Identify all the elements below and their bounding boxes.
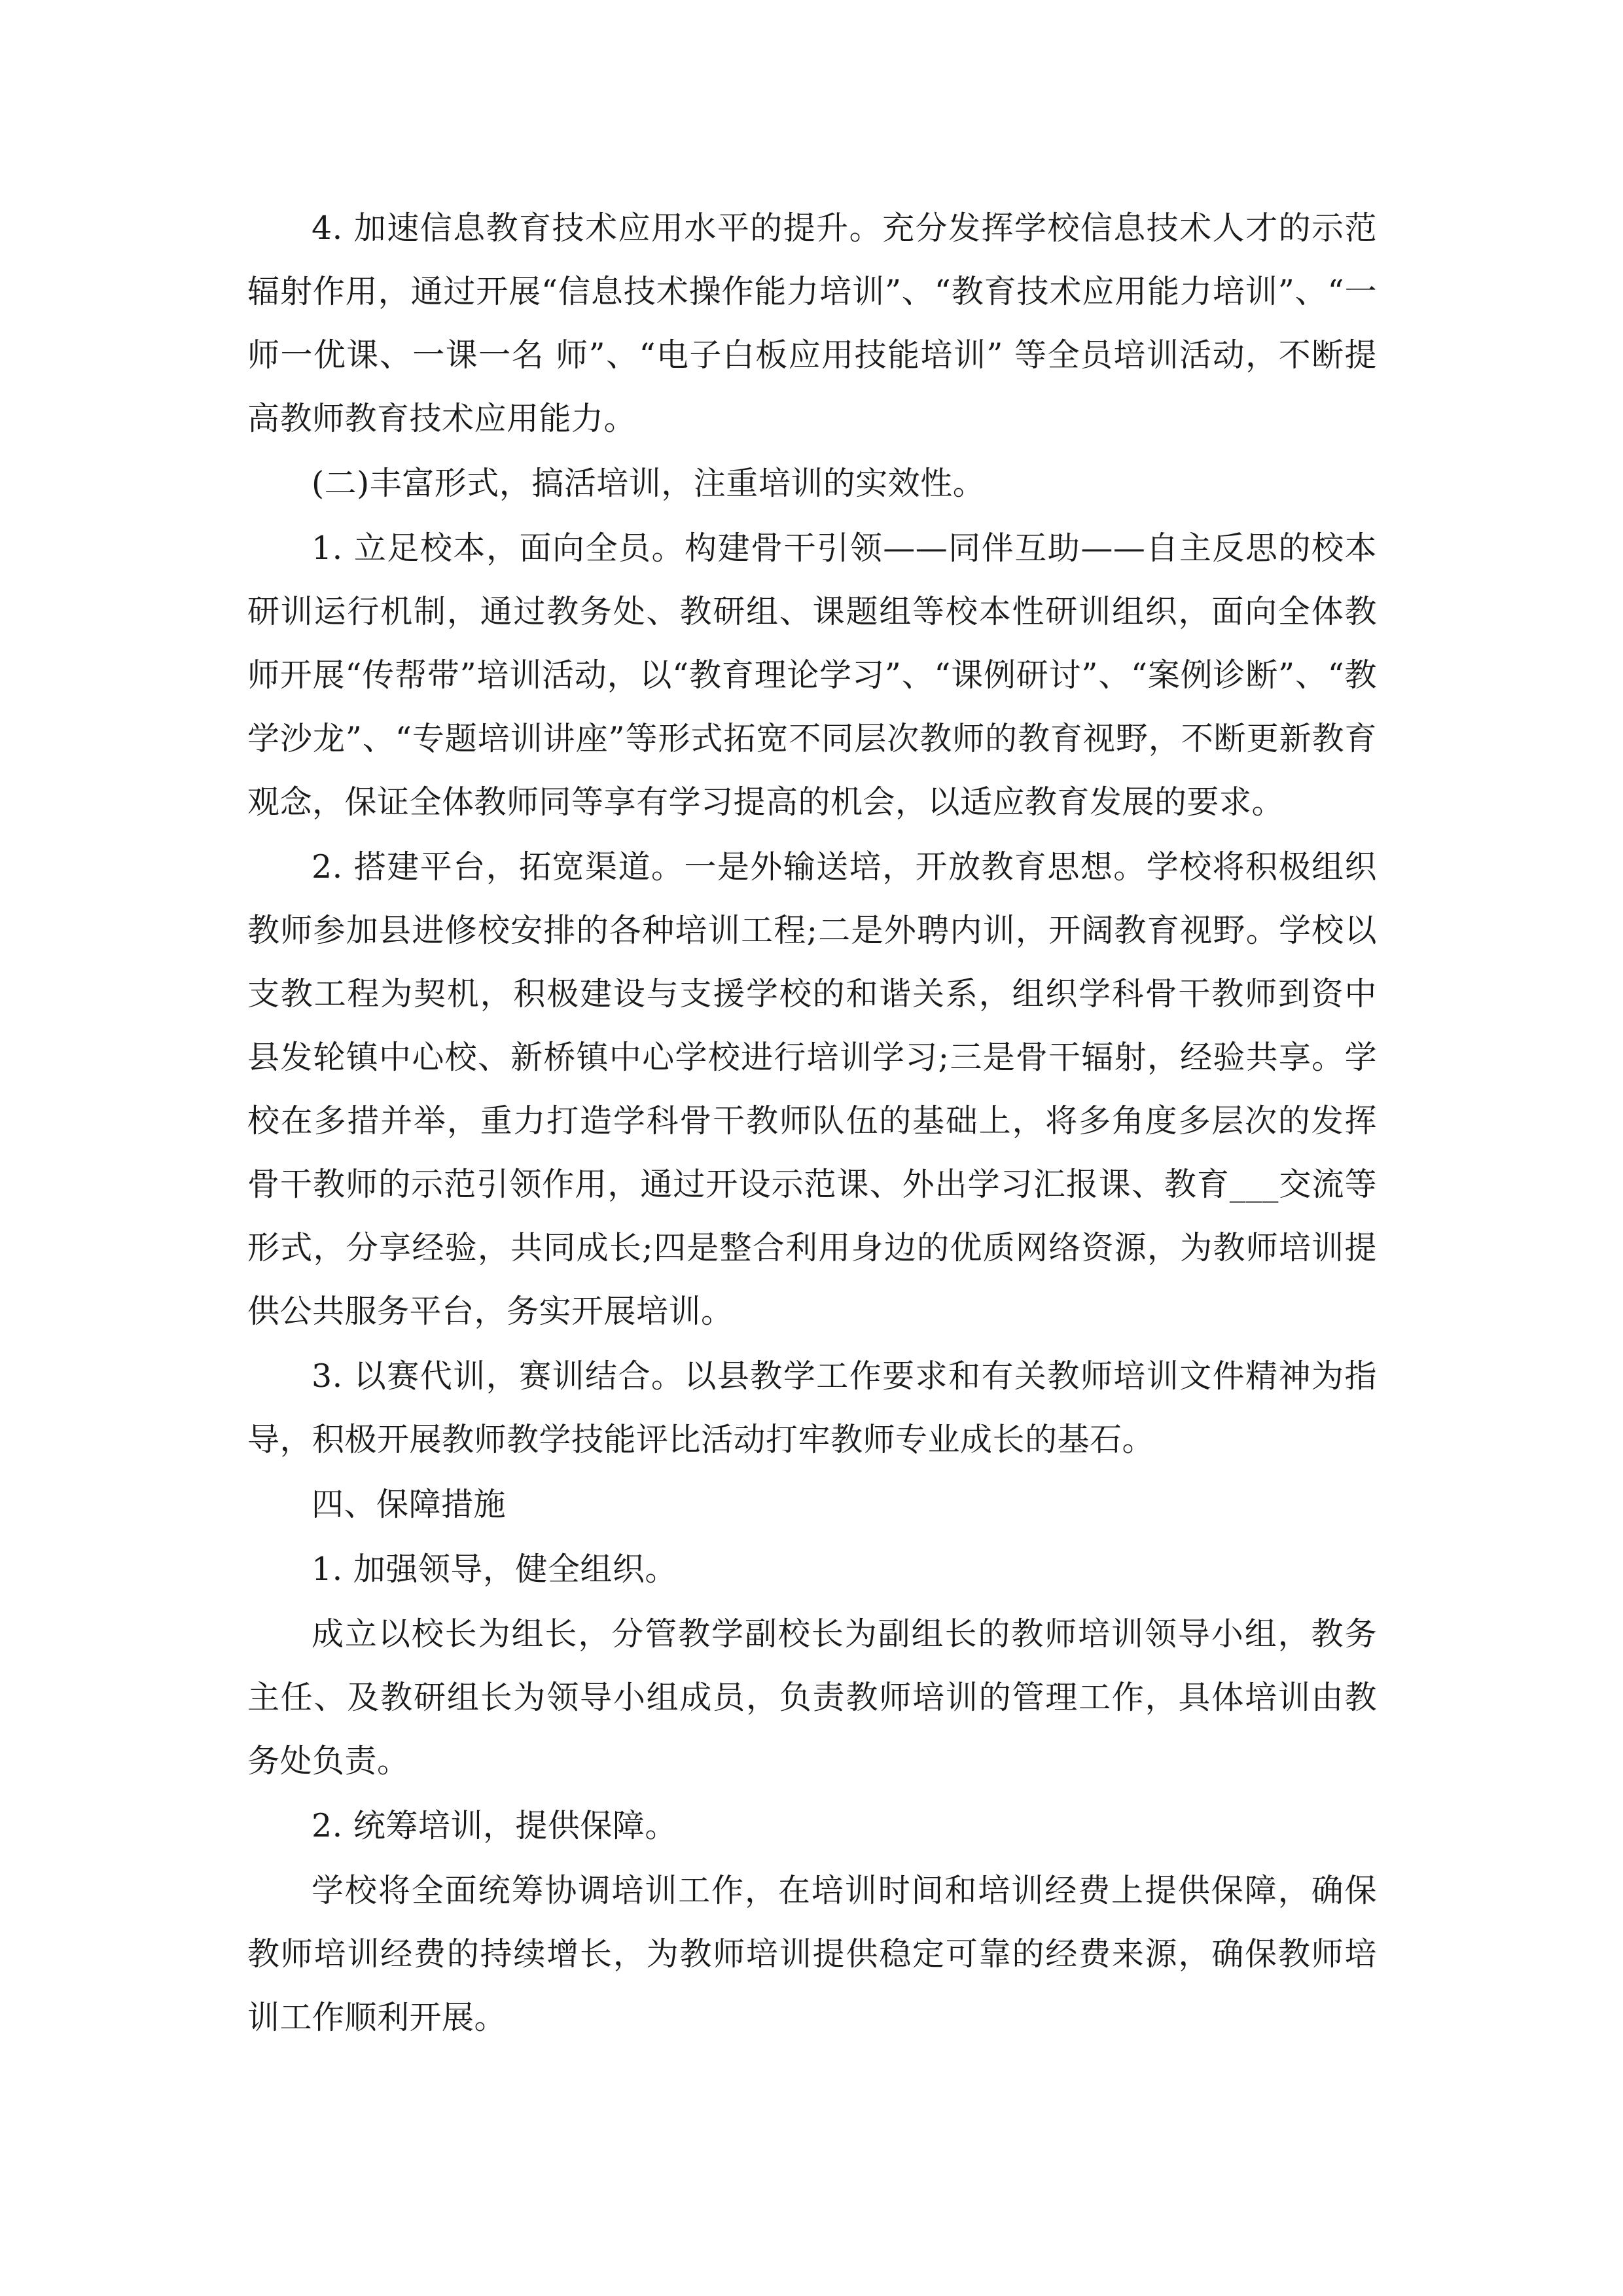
subheading-leadership: 1. 加强领导，健全组织。 [312, 1551, 677, 1588]
paragraph-platform: 2. 搭建平台，拓宽渠道。一是外输送培，开放教育思想。学校将积极组织教师参加县进修校安排的各种培训工程;二是外聘内训，开阔教育视野。学校以支教工程为契机，积极建设与支援学校的和谐关系，组织学科骨干教师到资中县发轮镇中心校、新桥镇中心学校进行培训学习;三是骨干辐射，经验共享。学校在多措并举，重力打造学科骨干教师队伍的基础上，将多角度多层次的发挥骨干教师的示范引领作用，通过开设示范课、外出学习汇报课、教育___交流等形式，分享经验，共同成长;四是整合利用身边的优质网络资源，为教师培训提供公共服务平台，务实开展培训。 [247, 848, 1377, 1330]
section-heading-safeguards: 四、保障措施 [312, 1486, 507, 1523]
section-heading-forms: (二)丰富形式，搞活培训，注重培训的实效性。 [312, 465, 986, 502]
paragraph-leadership: 成立以校长为组长，分管教学副校长为副组长的教师培训领导小组，教务主任、及教研组长为领导小组成员，负责教师培训的管理工作，具体培训由教务处负责。 [247, 1615, 1377, 1780]
document-body [247, 196, 1377, 2051]
subheading-coordination: 2. 统筹培训，提供保障。 [312, 1807, 677, 1844]
paragraph-info-tech: 4. 加速信息教育技术应用水平的提升。充分发挥学校信息技术人才的示范辐射作用，通过开展“信息技术操作能力培训”、“教育技术应用能力培训”、“一师一优课、一课一名 师”、“电子白板应用技能培训” 等全员培训活动，不断提高教师教育技术应用能力。 [247, 209, 1377, 437]
paragraph-coordination: 学校将全面统筹协调培训工作，在培训时间和培训经费上提供保障，确保教师培训经费的持续增长，为教师培训提供稳定可靠的经费来源，确保教师培训工作顺利开展。 [247, 1872, 1377, 2036]
paragraph-competition: 3. 以赛代训，赛训结合。以县教学工作要求和有关教师培训文件精神为指导，积极开展教师教学技能评比活动打牢教师专业成长的基石。 [247, 1357, 1377, 1458]
paragraph-school-based: 1. 立足校本，面向全员。构建骨干引领——同伴互助——自主反思的校本研训运行机制，通过教务处、教研组、课题组等校本性研训组织，面向全体教师开展“传帮带”培训活动，以“教育理论学习”、“课例研讨”、“案例诊断”、“教学沙龙”、“专题培训讲座”等形式拓宽不同层次教师的教育视野，不断更新教育观念，保证全体教师同等享有学习提高的机会，以适应教育发展的要求。 [247, 529, 1377, 821]
